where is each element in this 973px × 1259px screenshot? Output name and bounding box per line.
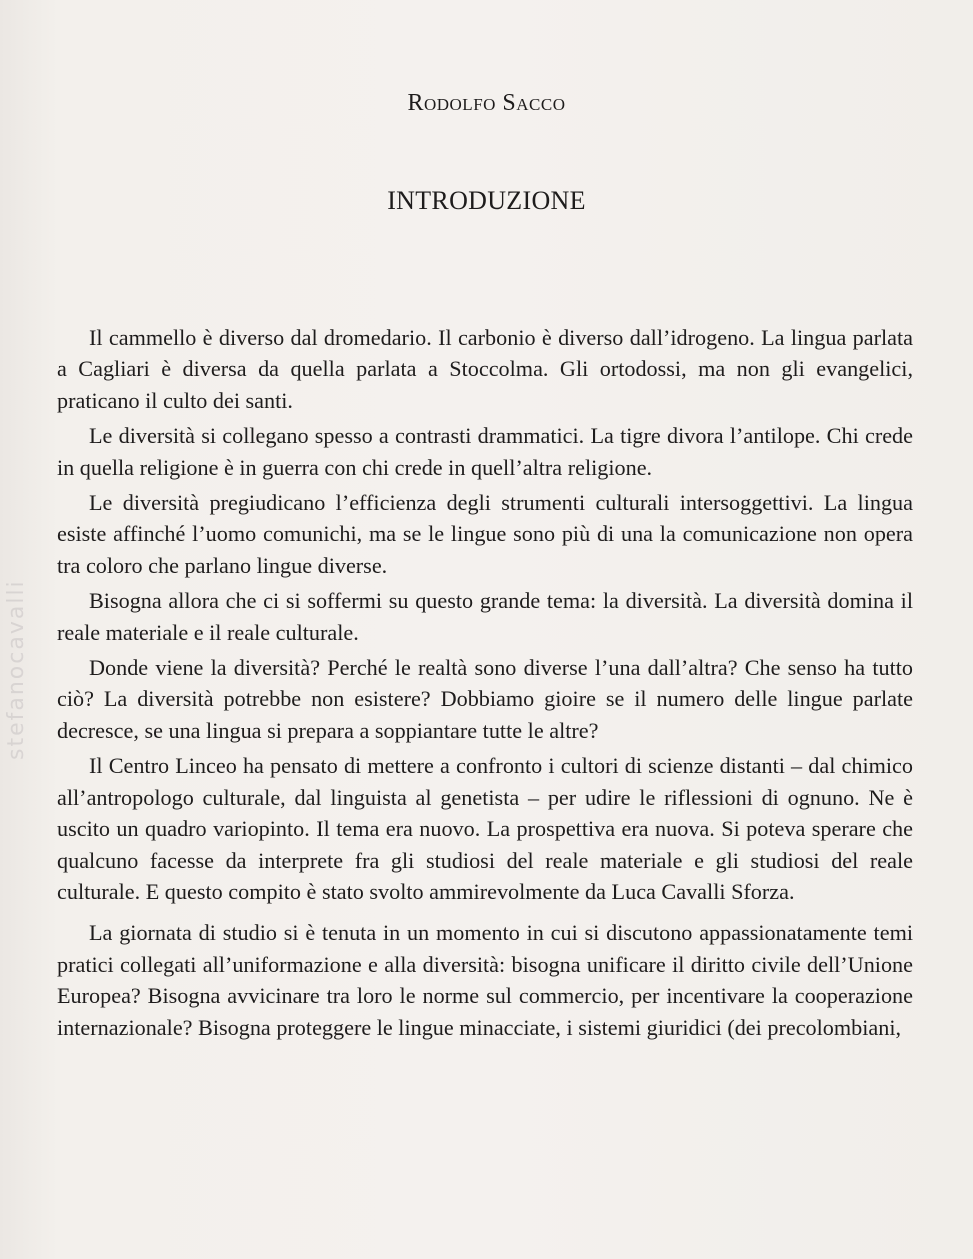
paragraph: Il Centro Linceo ha pensato di mettere a confronto i cultori di scienze distanti – dal chimico all’antropologo culturale, dal linguista al genetista – per udire le riflessioni di ognuno. Ne è uscito un quadro variopinto. Il tema era nuovo. La prospettiva era nuova. Si poteva sperare che qualcuno facesse da interprete fra gli studiosi del reale materiale e gli studiosi del reale culturale. E questo compito è stato svolto ammirevolmente da Luca Cavalli Sforza.: [57, 753, 913, 904]
body-text: [57, 322, 913, 1043]
watermark: stefanocavalli: [4, 579, 29, 760]
paragraph: Donde viene la diversità? Perché le realtà sono diverse l’una dall’altra? Che senso ha tutto ciò? La diversità potrebbe non esistere? Dobbiamo gioire se il numero delle lingue parlate decresce, se una lingua si prepara a soppiantare tutte le altre?: [57, 655, 913, 743]
paragraph: Il cammello è diverso dal dromedario. Il carbonio è diverso dall’idrogeno. La lingua parlata a Cagliari è diversa da quella parlata a Stoccolma. Gli ortodossi, ma non gli evangelici, praticano il culto dei santi.: [57, 325, 913, 413]
chapter-title: INTRODUZIONE: [387, 186, 586, 215]
author-name: Rodolfo Sacco: [407, 90, 566, 116]
paragraph: Le diversità si collegano spesso a contrasti drammatici. La tigre divora l’antilope. Chi crede in quella religione è in guerra con chi crede in quell’altra religione.: [57, 423, 913, 480]
paragraph: Bisogna allora che ci si soffermi su questo grande tema: la diversità. La diversità domina il reale materiale e il reale culturale.: [57, 588, 913, 645]
paragraph: Le diversità pregiudicano l’efficienza degli strumenti culturali intersoggettivi. La lingua esiste affinché l’uomo comunichi, ma se le lingue sono più di una la comunicazione non opera tra coloro che parlano lingue diverse.: [57, 490, 913, 578]
paragraph: La giornata di studio si è tenuta in un momento in cui si discutono appassionatamente temi pratici collegati all’uniformazione e alla diversità: bisogna unificare il diritto civile dell’Unione Europea? Bisogna avvicinare tra loro le norme sul commercio, per incentivare la cooperazione internazionale? Bisogna proteggere le lingue minacciate, i sistemi giuridici (dei precolombiani,: [57, 920, 913, 1040]
